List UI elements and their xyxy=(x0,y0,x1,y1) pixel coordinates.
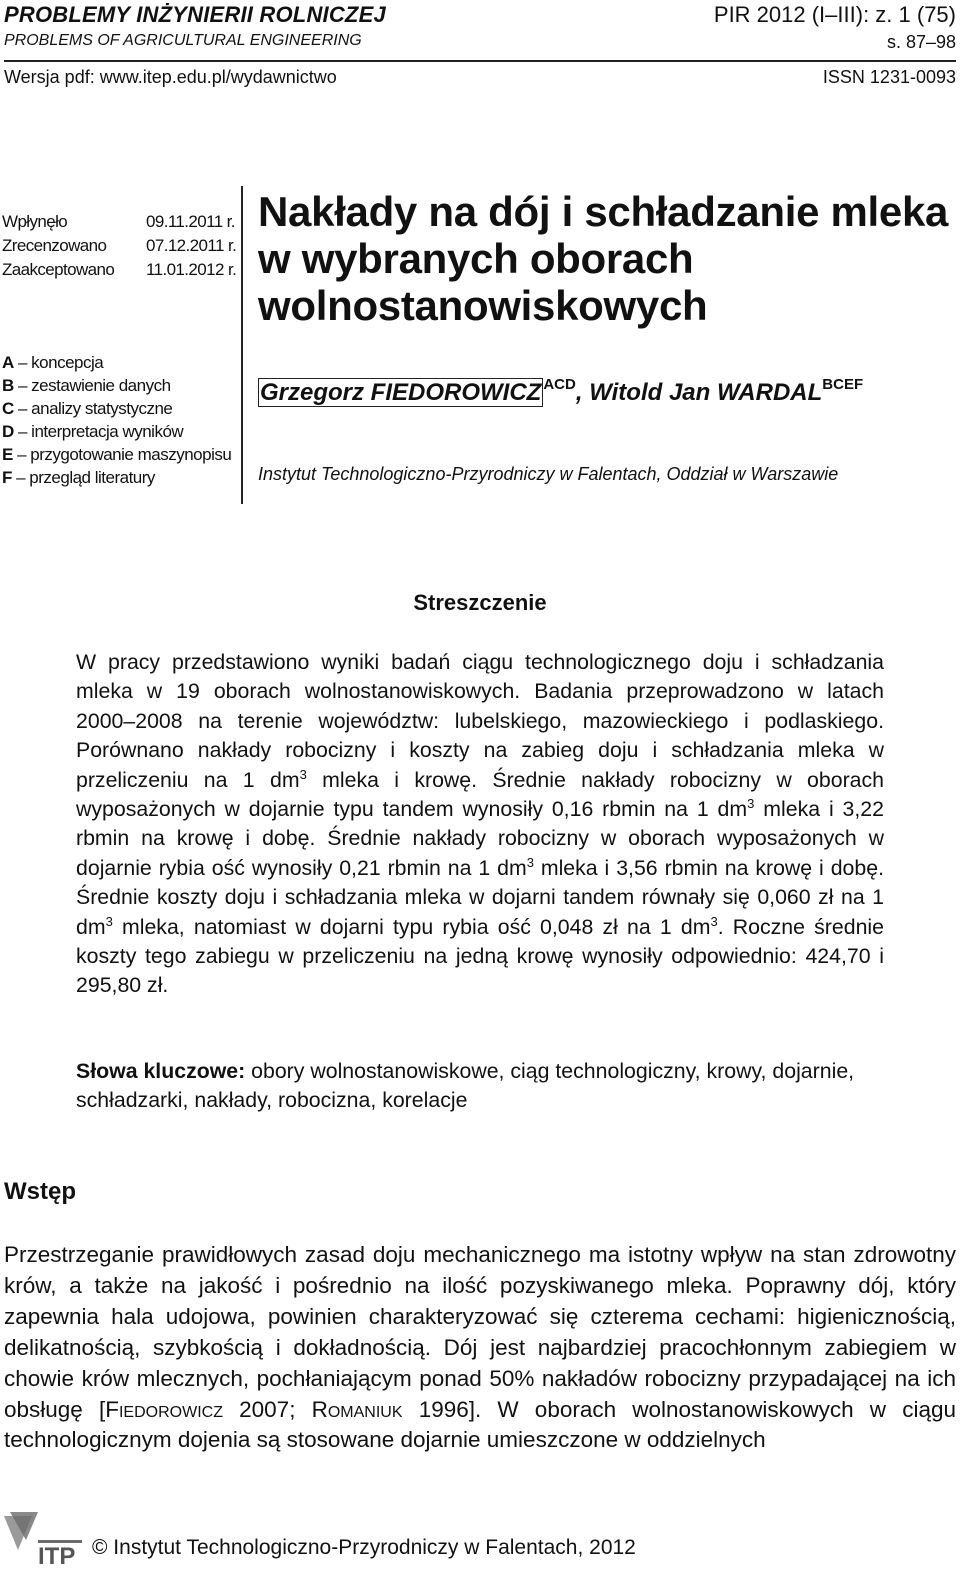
page-range: s. 87–98 xyxy=(886,32,956,52)
date-value: 09.11.2011 r. xyxy=(146,212,235,231)
author-contribution: ACD xyxy=(543,376,576,393)
date-reviewed xyxy=(2,236,236,256)
article-title xyxy=(258,188,958,329)
citation-author: Romaniuk xyxy=(311,1396,403,1422)
keywords-label: Słowa kluczowe: xyxy=(76,1059,246,1083)
title-line: Nakłady na dój i schładzanie mleka xyxy=(258,188,949,235)
date-label: Wpłynęło xyxy=(2,212,68,231)
keywords-text: obory wolnostanowiskowe, ciąg technologiczny, krowy, dojarnie, schładzarki, nakłady, robocizna, korelacje xyxy=(76,1059,855,1113)
contribution-item: D – interpretacja wyników xyxy=(2,422,184,441)
journal-title-pl: PROBLEMY INŻYNIERII ROLNICZEJ xyxy=(4,2,386,27)
title-line: wolnostanowiskowych xyxy=(258,282,708,329)
author-line: Grzegorz FIEDOROWICZ $^{ACD}$, Witold Jan $WARDAL^{BCEF}$ xyxy=(260,376,864,406)
section-heading: Wstęp xyxy=(4,1178,76,1205)
contribution-list xyxy=(2,351,231,489)
metadata-divider xyxy=(241,186,243,504)
abstract-heading: Streszczenie xyxy=(413,590,547,615)
intro-text: Przestrzeganie prawidłowych zasad doju mechanicznego ma istotny wpływ na stan zdrowotny krów, a także na jakość i pośrednio na ilość pozyskiwanego mleka. Poprawny dój, który zapewnia hala udojowa, powinien charakteryzować się czterema cechami: higienicznością, delikatnością, szybkością i dokładnością. Dój jest najbardziej pracochłonnym zabiegiem w chowie krów mlecznych, pochłaniającym ponad 50% nakładów robocizny przypadającej na ich obsługę [Fiedorowicz 2007; Romaniuk 1996]. W oborach wolnostanowiskowych w ciągu technologicznym dojenia są stosowane dojarnie umieszczone w oddzielnych xyxy=(4,1242,956,1453)
date-accepted xyxy=(2,260,236,280)
copyright-notice: © Instytut Technologiczno-Przyrodniczy w Falentach, 2012 xyxy=(92,1536,636,1559)
author-contribution: BCEF xyxy=(822,376,864,393)
abstract-text: W pracy przedstawiono wyniki badań ciągu technologicznego doju i schładzania mleka w 19 oborach wolnostanowiskowych. Badania przeprowadzono w latach 2000–2008 na terenie województw: lubelskiego, mazowieckiego i podlaskiego. Porównano nakłady robocizny i koszty na zabieg doju i schładzania mleka w przeliczeniu na 1 $dm^3$ mleka i krowę. Średnie nakłady robocizny w oborach wyposażonych w dojarnie typu tandem wynosiły 0,16 rbmin na 1 $dm^3$ mleka i 3,22 rbmin na krowę i dobę. Średnie nakłady robocizny w oborach wyposażonych w dojarnie rybia ość wynosiły 0,21 rbmin na 1 $dm^3$ mleka i 3,56 rbmin na krowę i dobę. Średnie koszty doju i schładzania mleka w dojarni tandem równały się 0,060 zł na 1 $dm^3$ mleka, natomiast w dojarni typu rybia ość 0,048 zł na 1 $dm^3$. Roczne średnie koszty tego zabiegu w przeliczeniu na jedną krowę wynosiły odpowiednio: 424,70 i 295,80 zł. xyxy=(76,650,884,998)
date-value: 07.12.2011 r. xyxy=(146,236,237,255)
affiliation: Instytut Technologiczno-Przyrodniczy w Falentach, Oddział w Warszawie xyxy=(258,464,839,484)
date-received xyxy=(2,212,235,232)
citation-author: Fiedorowicz xyxy=(105,1396,223,1422)
issn: ISSN 1231-0093 xyxy=(822,67,956,87)
date-value: 11.01.2012 r. xyxy=(146,260,237,279)
contribution-item: E – przygotowanie maszynopisu xyxy=(2,445,232,464)
title-line: w wybranych oborach xyxy=(258,235,694,282)
journal-title-en: PROBLEMS OF AGRICULTURAL ENGINEERING xyxy=(4,32,362,49)
author-name[interactable]: Grzegorz FIEDOROWICZ xyxy=(260,379,542,406)
header-rule xyxy=(4,60,956,62)
date-label: Zrecenzowano xyxy=(2,236,107,255)
pdf-version-link[interactable]: Wersja pdf: www.itep.edu.pl/wydawnictwo xyxy=(4,67,337,87)
logo-text: ITP xyxy=(38,1543,76,1566)
issue-info: PIR 2012 (I–III): z. 1 (75) xyxy=(713,2,956,27)
contribution-item: F – przegląd literatury xyxy=(2,468,155,487)
keywords xyxy=(76,1057,884,1116)
date-label: Zaakceptowano xyxy=(2,260,115,279)
contribution-item: A – koncepcja xyxy=(2,353,104,372)
itp-logo-icon xyxy=(2,1510,84,1566)
contribution-item: C – analizy statystyczne xyxy=(2,399,173,418)
contribution-item: B – zestawienie danych xyxy=(2,376,171,395)
author-name[interactable]: Witold Jan WARDAL xyxy=(589,379,823,406)
